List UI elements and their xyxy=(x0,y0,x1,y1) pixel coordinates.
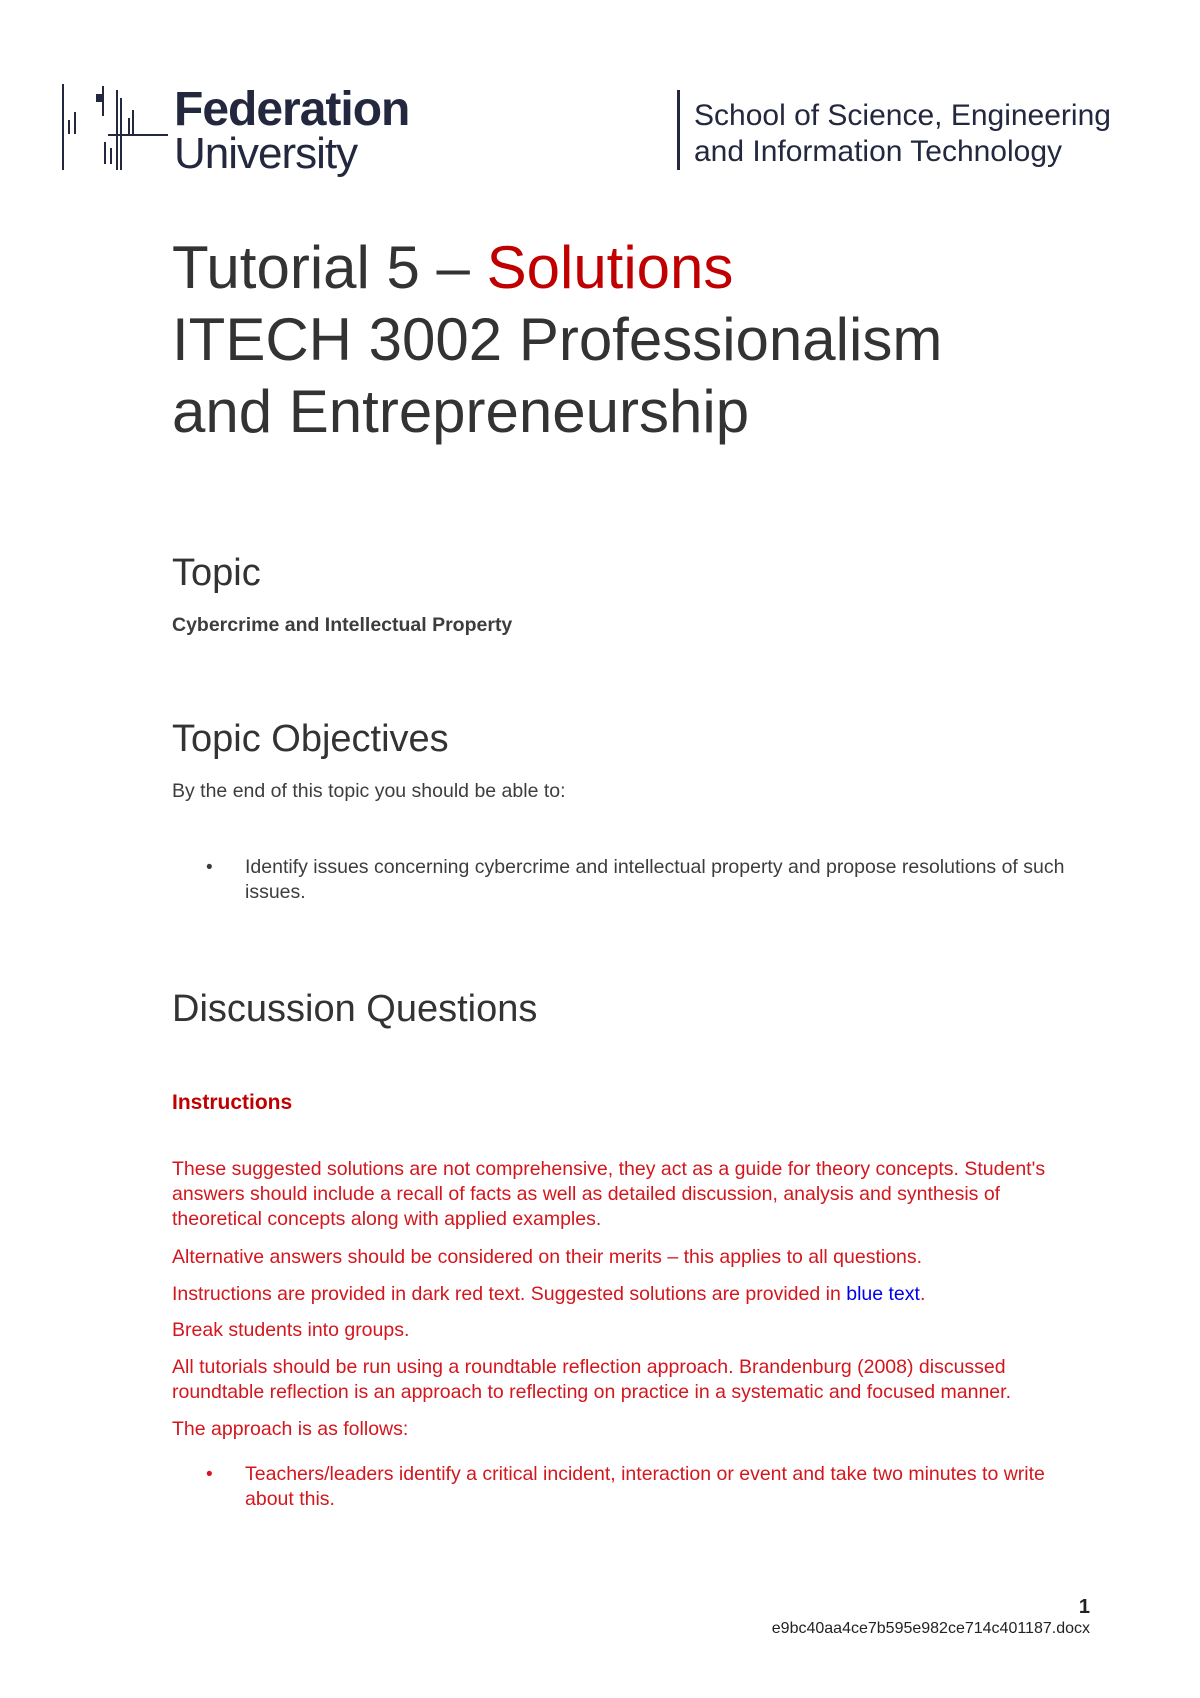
approach-list-item xyxy=(172,1462,1092,1512)
instructions-para3 xyxy=(172,1282,1072,1307)
topic-subtitle: Cybercrime and Intellectual Property xyxy=(172,614,513,636)
instructions-para4: Break students into groups. xyxy=(172,1319,410,1341)
page-number: 1 xyxy=(1078,1596,1090,1618)
topic-heading: Topic xyxy=(172,552,261,594)
logo-line2: University xyxy=(174,129,358,178)
bullet-icon: • xyxy=(206,1464,213,1485)
instructions-para1: These suggested solutions are not comprehensive, they act as a guide for theory concepts. Student's answers should include a recall of facts as well as detailed discussion, analysis and synthesis of theoretical concepts along with applied examples. xyxy=(172,1158,1046,1230)
objectives-intro: By the end of this topic you should be able to: xyxy=(172,780,566,802)
instructions-para5: All tutorials should be run using a roundtable reflection approach. Brandenburg (2008) discussed roundtable reflection is an approach to reflecting on practice in a systematic and focused manner. xyxy=(172,1356,1011,1403)
instructions-para6: The approach is as follows: xyxy=(172,1418,409,1440)
logo-wordmark xyxy=(174,83,410,178)
discussion-heading: Discussion Questions xyxy=(172,988,538,1030)
bullet-icon: • xyxy=(206,857,213,878)
instructions-heading: Instructions xyxy=(172,1091,293,1114)
federation-logo-icon xyxy=(58,84,170,172)
logo-line1: Federation xyxy=(174,83,410,136)
para3-suffix: . xyxy=(919,1283,926,1305)
para3-blue-text: blue text xyxy=(846,1283,920,1305)
school-name xyxy=(694,98,1111,170)
document-title xyxy=(172,232,942,448)
title-line2: ITECH 3002 Professionalism xyxy=(172,306,943,373)
title-highlight: Solutions xyxy=(486,234,734,301)
title-line3: and Entrepreneurship xyxy=(172,378,750,445)
title-prefix: Tutorial 5 – xyxy=(172,234,487,301)
school-line2: and Information Technology xyxy=(694,135,1063,168)
instructions-para2: Alternative answers should be considered on their merits – this applies to all questions. xyxy=(172,1246,923,1268)
objective-list-item xyxy=(172,855,1092,905)
school-line1: School of Science, Engineering xyxy=(694,99,1111,132)
para3-prefix: Instructions are provided in dark red text. Suggested solutions are provided in xyxy=(172,1283,847,1305)
objectives-heading: Topic Objectives xyxy=(172,718,449,760)
document-filename: e9bc40aa4ce7b595e982ce714c401187.docx xyxy=(771,1620,1090,1637)
header-divider xyxy=(677,90,680,170)
approach-text: Teachers/leaders identify a critical incident, interaction or event and take two minutes to write about this. xyxy=(245,1463,1045,1510)
objective-text: Identify issues concerning cybercrime and intellectual property and propose resolutions of such issues. xyxy=(245,856,1065,903)
